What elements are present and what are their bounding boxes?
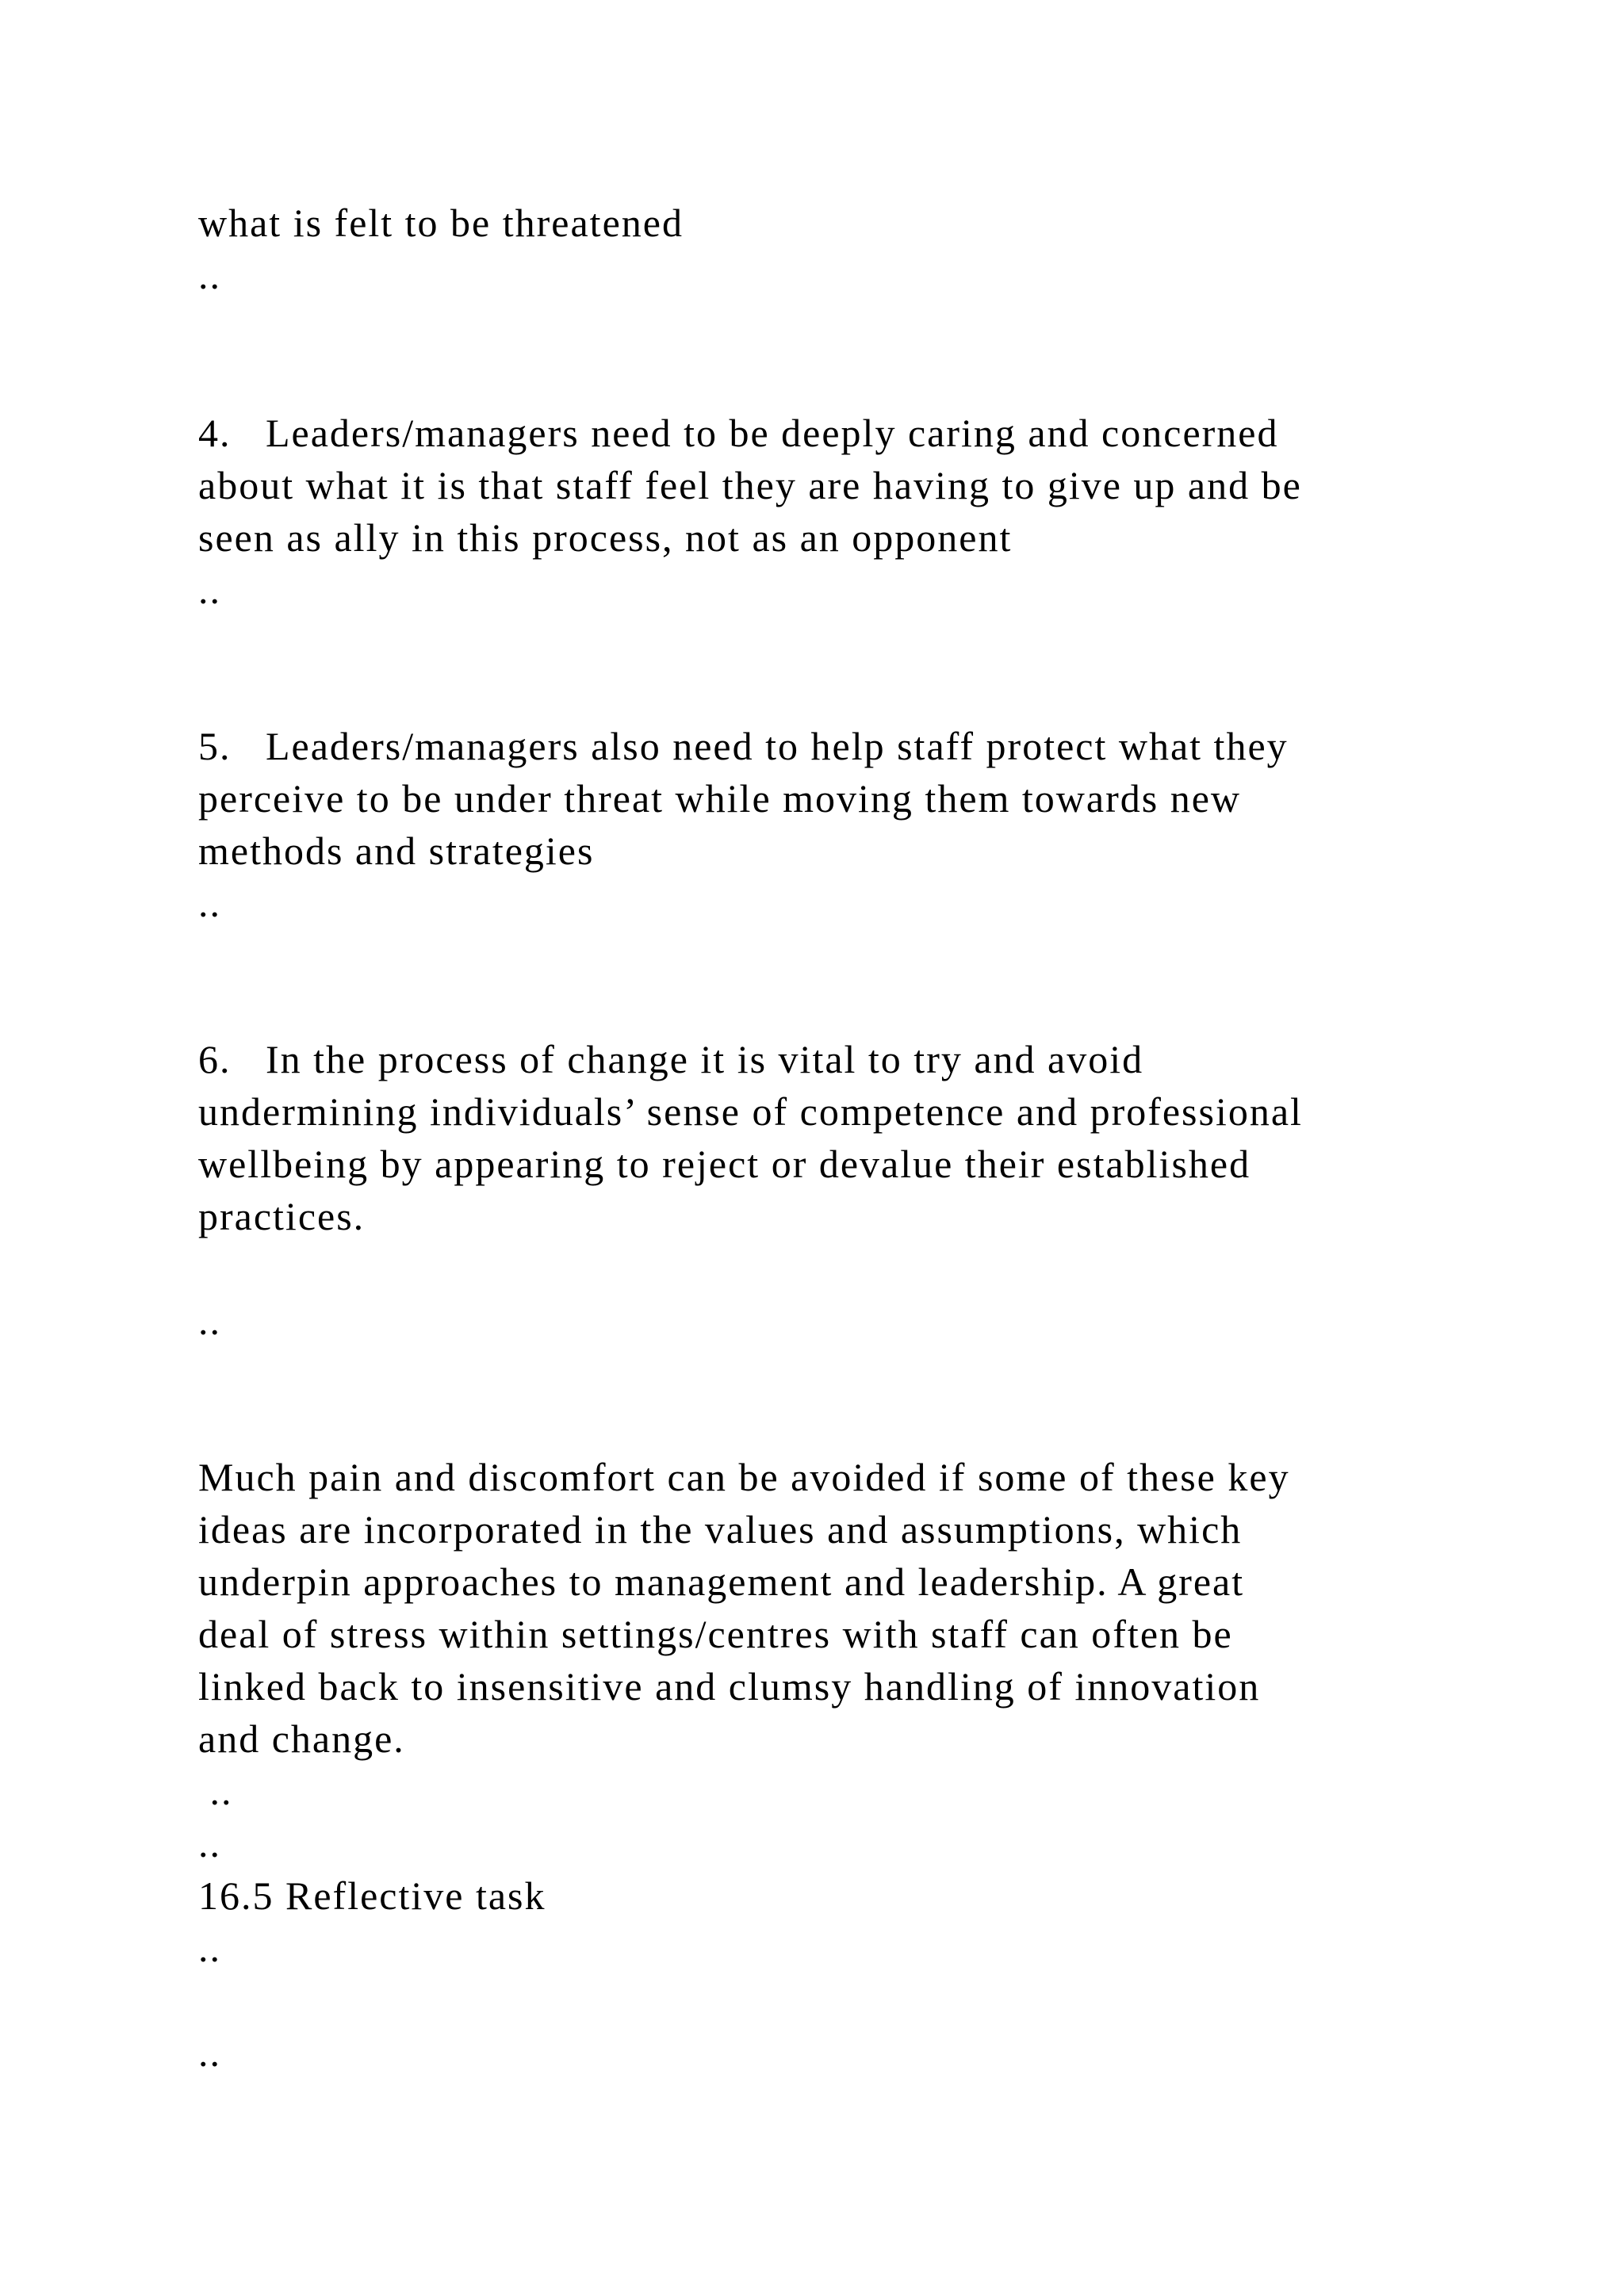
separator-dots: .. [198, 1926, 221, 1970]
list-item-6-line: 6. In the process of change it is vital to try and avoid [198, 1037, 1144, 1081]
list-item-4-line: seen as ally in this process, not as an opponent [198, 515, 1013, 560]
list-item-5-line: perceive to be under threat while moving them towards new [198, 776, 1242, 821]
paragraph-line: and change. [198, 1716, 405, 1761]
section-heading: 16.5 Reflective task [198, 1873, 546, 1918]
list-item-4-line: 4. Leaders/managers need to be deeply caring and concerned [198, 411, 1279, 455]
paragraph-line: ideas are incorporated in the values and assumptions, which [198, 1507, 1243, 1552]
paragraph-line: Much pain and discomfort can be avoided if some of these key [198, 1455, 1290, 1499]
list-item-6-line: undermining individuals’ sense of competence and professional [198, 1089, 1303, 1134]
separator-dots: .. [198, 881, 221, 925]
list-item-6-line: wellbeing by appearing to reject or devalue their established [198, 1142, 1251, 1186]
separator-dots: .. [198, 1299, 221, 1343]
separator-dots: .. [198, 1769, 233, 1813]
separator-dots: .. [198, 2030, 221, 2075]
separator-dots: .. [198, 253, 221, 297]
separator-dots: .. [198, 568, 221, 612]
paragraph-line: underpin approaches to management and leadership. A great [198, 1559, 1245, 1604]
paragraph-line: deal of stress within settings/centres with staff can often be [198, 1612, 1233, 1656]
list-item-4-line: about what it is that staff feel they are having to give up and be [198, 463, 1302, 507]
list-item-6-line: practices. [198, 1194, 366, 1238]
paragraph-line: linked back to insensitive and clumsy handling of innovation [198, 1664, 1261, 1709]
list-item-5-line: 5. Leaders/managers also need to help staff protect what they [198, 724, 1289, 768]
text-line: what is felt to be threatened [198, 201, 684, 245]
list-item-5-line: methods and strategies [198, 828, 595, 873]
separator-dots: .. [198, 1821, 221, 1866]
